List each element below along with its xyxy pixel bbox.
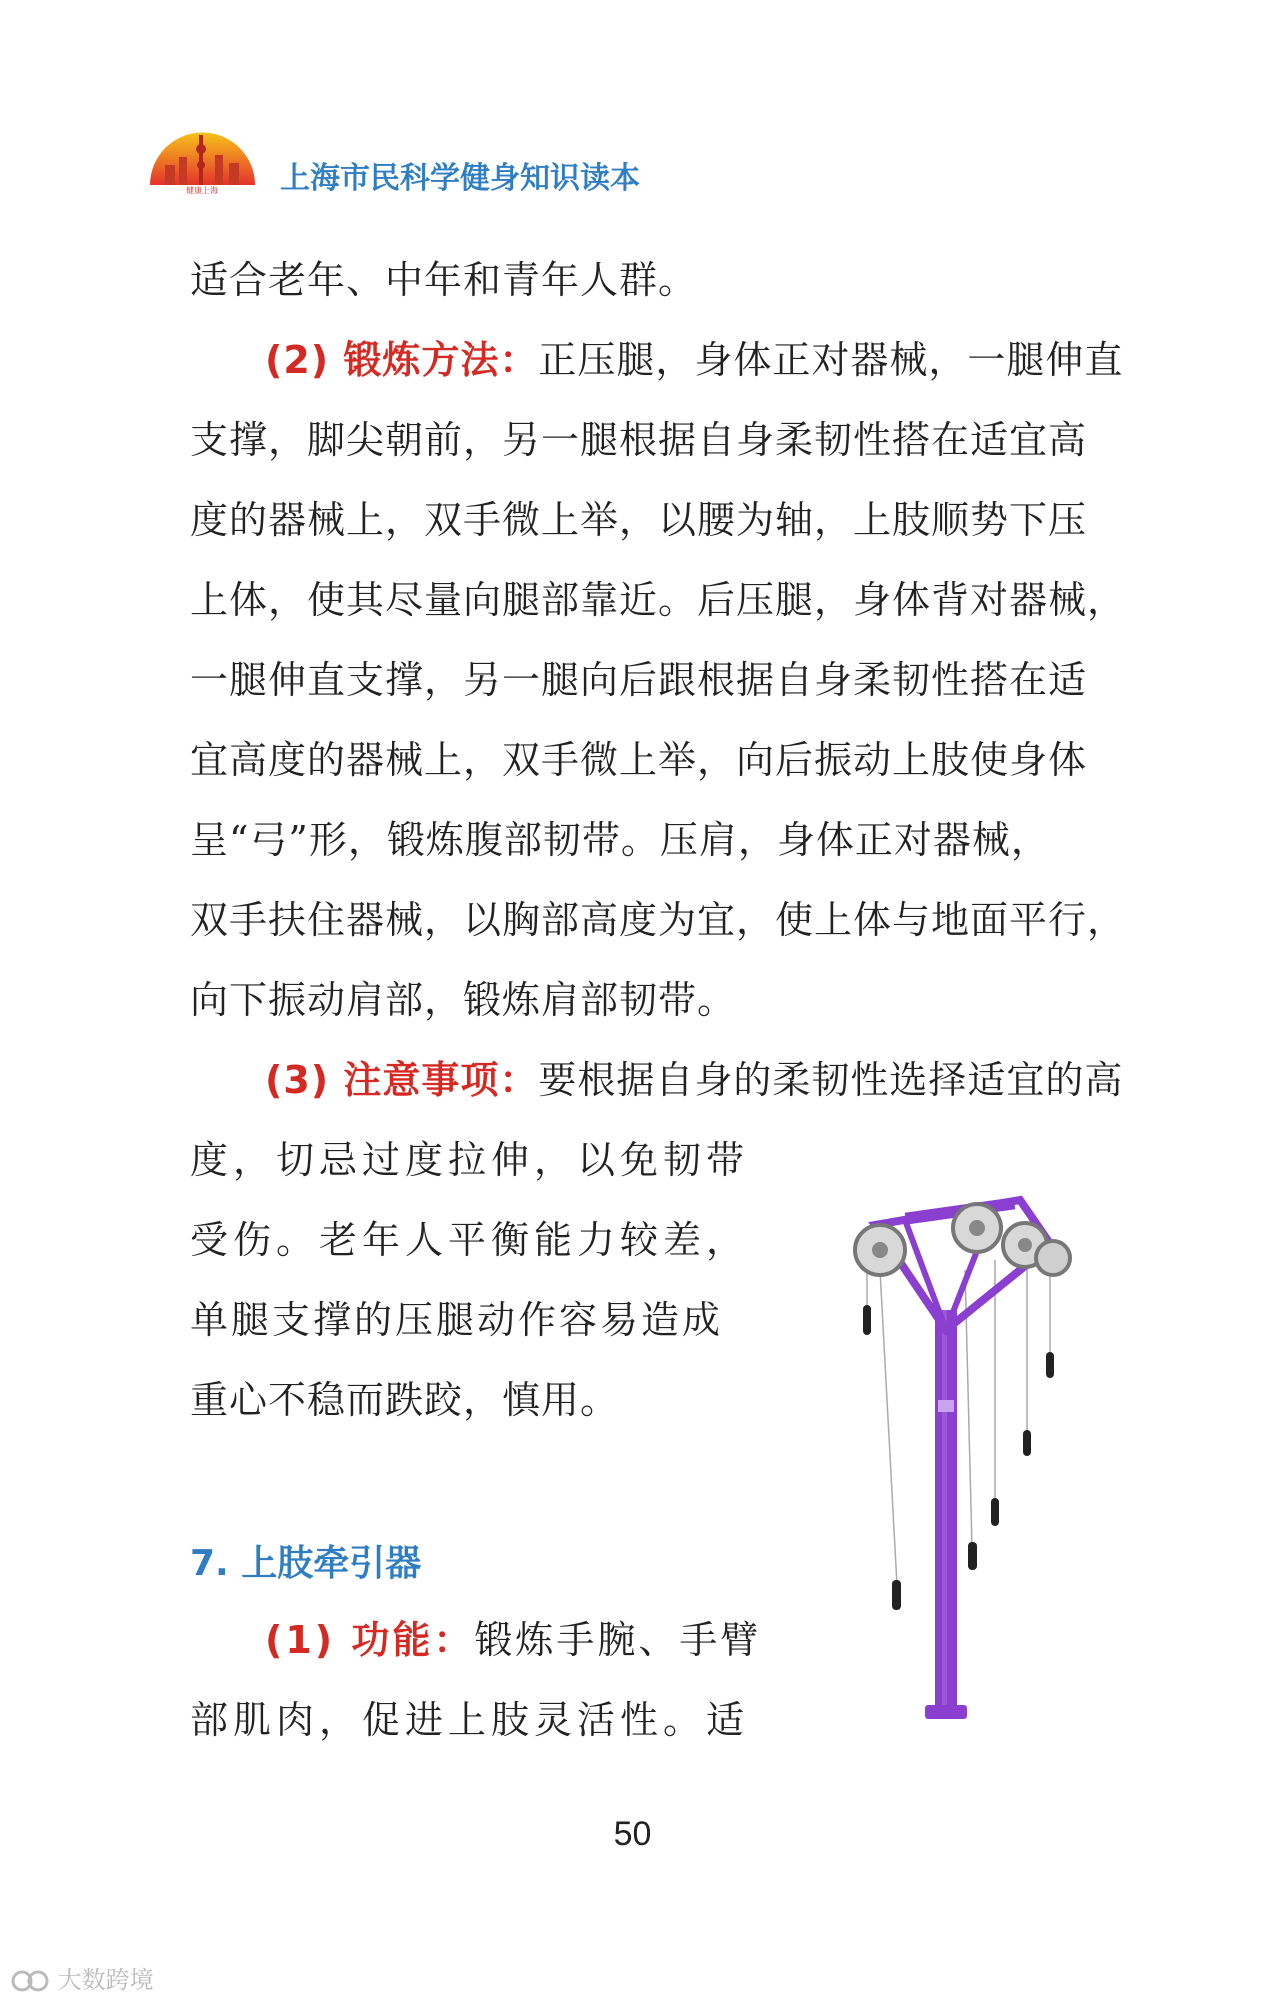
body-line-12: 度，切忌过度拉伸，以免韧带 [190, 1138, 750, 1182]
svg-text:健康上海: 健康上海 [186, 186, 218, 195]
function-line: (1) 功能：锻炼手腕、手臂 [265, 1618, 762, 1662]
caution-label: (3) 注意事项： [265, 1058, 539, 1102]
body-line-15: 重心不稳而跌跤，慎用。 [190, 1378, 620, 1422]
method-line: (2) 锻炼方法：正压腿，身体正对器械，一腿伸直 [265, 338, 1124, 382]
method-label: (2) 锻炼方法： [265, 338, 539, 382]
caution-line: (3) 注意事项：要根据自身的柔韧性选择适宜的高 [265, 1058, 1124, 1102]
header-title: 上海市民科学健身知识读本 [280, 161, 640, 196]
body-line-10: 向下振动肩部，锻炼肩部韧带。 [190, 978, 737, 1022]
body-line-9: 双手扶住器械，以胸部高度为宜，使上体与地面平行， [190, 898, 1127, 942]
body-line-8: 呈“弓”形，锻炼腹部韧带。压肩，身体正对器械， [190, 818, 1050, 862]
book-logo-icon [145, 125, 260, 195]
page-number: 50 [613, 1815, 652, 1853]
body-line-14: 单腿支撑的压腿动作容易造成 [190, 1298, 724, 1342]
body-line-7: 宜高度的器械上，双手微上举，向后振动上肢使身体 [190, 738, 1088, 782]
body-line-5: 上体，使其尽量向腿部靠近。后压腿，身体背对器械， [190, 578, 1127, 622]
body-line-13: 受伤。老年人平衡能力较差， [190, 1218, 750, 1262]
body-line-1: 适合老年、中年和青年人群。 [190, 258, 698, 302]
watermark [10, 1960, 154, 1996]
page-header [145, 125, 665, 200]
body-line-6: 一腿伸直支撑，另一腿向后跟根据自身柔韧性搭在适 [190, 658, 1088, 702]
function-label: (1) 功能： [265, 1618, 475, 1662]
watermark-text: 大数跨境 [57, 1966, 154, 1994]
upper-limb-traction-machine-image [845, 1180, 1075, 1740]
section-title: 7. 上肢牵引器 [190, 1543, 422, 1584]
function-line-2: 部肌肉，促进上肢灵活性。适 [190, 1698, 750, 1742]
body-line-4: 度的器械上，双手微上举，以腰为轴，上肢顺势下压 [190, 498, 1088, 542]
body-line-3: 支撑，脚尖朝前，另一腿根据自身柔韧性搭在适宜高 [190, 418, 1088, 462]
watermark-logo-icon [10, 1966, 50, 1996]
